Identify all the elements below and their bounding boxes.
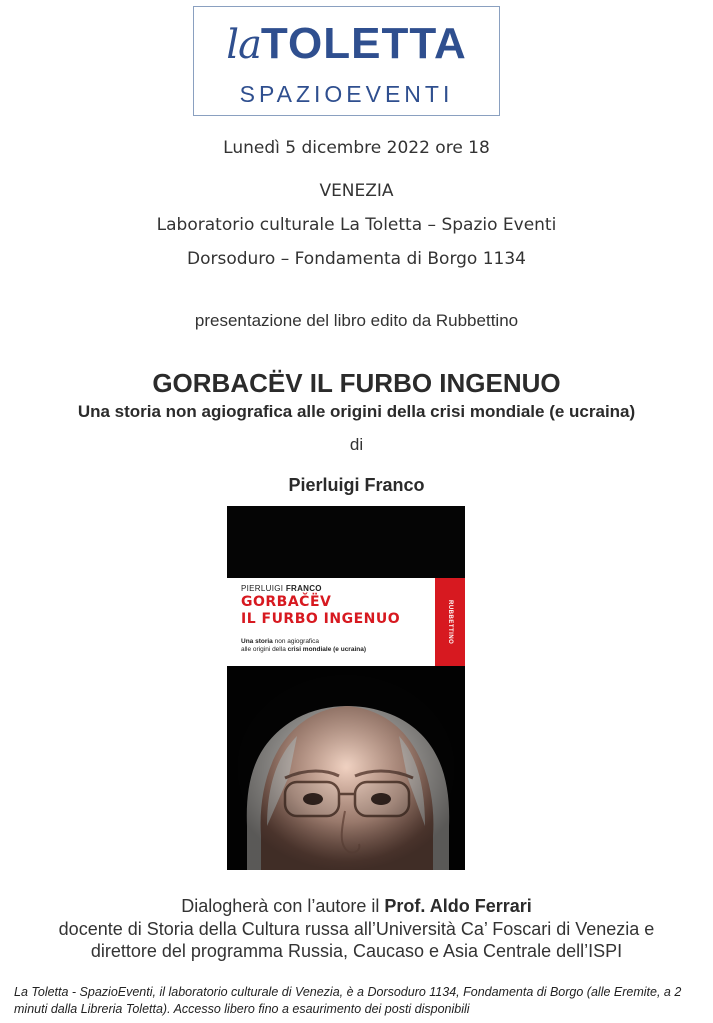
cover-portrait-image: [227, 666, 465, 870]
event-venue: Laboratorio culturale La Toletta – Spazio Eventi: [156, 215, 557, 235]
cover-title-line1: GORBAČËV: [241, 594, 332, 610]
event-city: VENEZIA: [319, 181, 394, 201]
la-toletta-logo: [193, 6, 500, 116]
book-subtitle: Una storia non agiografica alle origini della crisi mondiale (e ucraina): [77, 402, 636, 421]
cover-title-line2: IL FURBO INGENUO: [241, 611, 401, 627]
book-by: di: [349, 435, 364, 454]
logo-la: la: [226, 22, 261, 68]
cover-author: PIERLUIGI FRANCO: [241, 584, 322, 593]
book-cover: [227, 506, 465, 870]
cover-subtitle: Una storia non agiografica alle origini della crisi mondiale (e ucraina): [241, 638, 367, 653]
presentation-line: presentazione del libro edito da Rubbettino: [194, 311, 519, 330]
dialogue-line3: direttore del programma Russia, Caucaso e Asia Centrale dell’ISPI: [90, 941, 623, 961]
book-title: GORBACËV IL FURBO INGENUO: [152, 368, 561, 398]
logo-spazioeventi: SPAZIOEVENTI: [239, 81, 454, 107]
cover-publisher: RUBBETTINO: [447, 599, 453, 645]
logo-toletta: TOLETTA: [260, 19, 467, 68]
event-address: Dorsoduro – Fondamenta di Borgo 1134: [187, 249, 526, 269]
footer-note: La Toletta - SpazioEventi, il laboratorio culturale di Venezia, è a Dorsoduro 1134, Fondamenta di Borgo (alle Eremite, a 2 minuti dalla Libreria Toletta). Accesso libero fino a esaurimento dei posti disponibili: [14, 985, 682, 1016]
book-author: Pierluigi Franco: [288, 475, 425, 495]
cover-title-band: [227, 578, 465, 666]
event-date: Lunedì 5 dicembre 2022 ore 18: [223, 138, 490, 158]
dialogue-line2: docente di Storia della Cultura russa all’Università Ca’ Foscari di Venezia e: [58, 919, 655, 939]
dialogue-line1: Dialogherà con l’autore il Prof. Aldo Ferrari: [181, 896, 532, 916]
